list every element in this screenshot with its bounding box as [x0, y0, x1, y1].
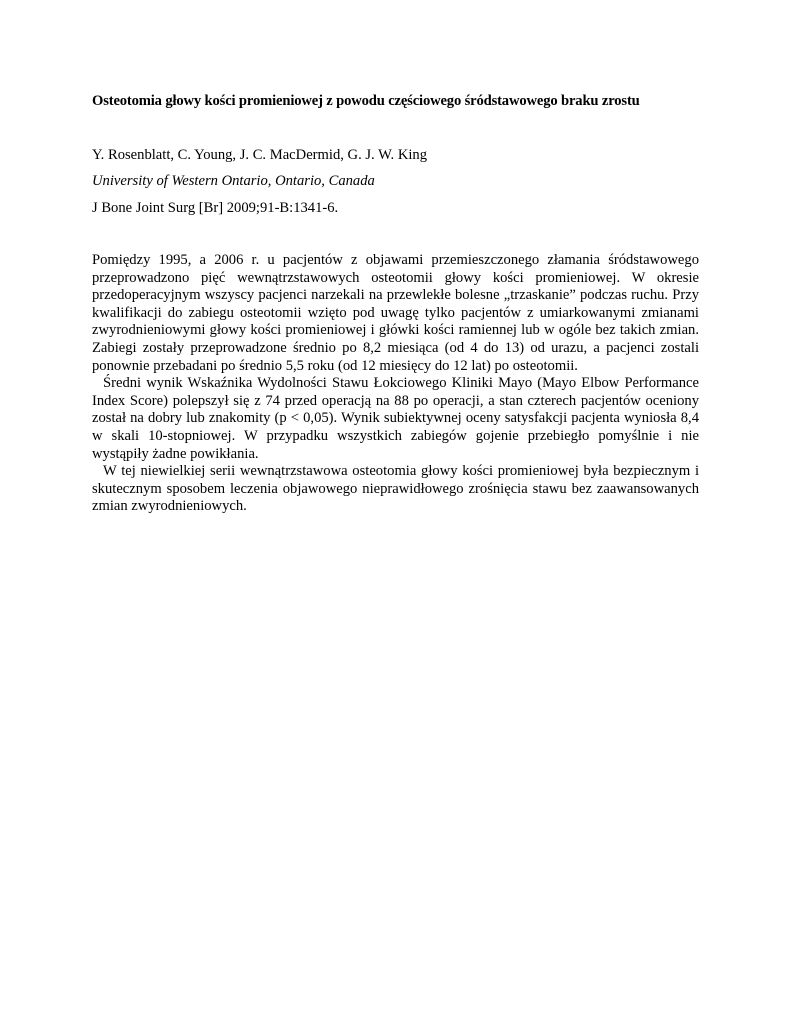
abstract-paragraph-3: W tej niewielkiej serii wewnątrzstawowa osteotomia głowy kości promieniowej była bezpiecznym i skutecznym sposobem leczenia objawowego nieprawidłowego zrośnięcia stawu bez zaawansowanych zmian zwyrodnieniowych.: [92, 463, 699, 515]
authors-line: Y. Rosenblatt, C. Young, J. C. MacDermid, G. J. W. King: [92, 147, 428, 163]
abstract-paragraph-2: Średni wynik Wskaźnika Wydolności Stawu Łokciowego Kliniki Mayo (Mayo Elbow Performance Index Score) polepszył się z 74 przed operacją na 88 po operacji, a stan czterech pacjentów oceniony został na dobry lub znakomity (p < 0,05). Wynik subiektywnej oceny satysfakcji pacjenta wyniosła 8,4 w skali 10-stopniowej. W przypadku wszystkich zabiegów gojenie przebiegło pomyślnie i nie wystąpiły żadne powikłania.: [92, 375, 699, 462]
abstract-body: [92, 252, 699, 516]
abstract-paragraph-1: Pomiędzy 1995, a 2006 r. u pacjentów z objawami przemieszczonego złamania śródstawowego przeprowadzono pięć wewnątrzstawowych osteotomii głowy kości promieniowej. W okresie przedoperacyjnym wszyscy pacjenci narzekali na przewlekłe bolesne „trzaskanie” podczas ruchu. Przy kwalifikacji do zabiegu osteotomii wzięto pod uwagę tylko pacjentów z umiarkowanymi zmianami zwyrodnieniowymi głowy kości promieniowej i główki kości ramiennej lub w ogóle bez takich zmian. Zabiegi zostały przeprowadzone średnio po 8,2 miesiąca (od 4 do 13) od urazu, a pacjenci zostali ponownie przebadani po średnio 5,5 roku (od 12 miesięcy do 12 lat) po osteotomii.: [92, 252, 699, 374]
citation-line: J Bone Joint Surg [Br] 2009;91-B:1341-6.: [92, 200, 339, 216]
paper-title: Osteotomia głowy kości promieniowej z powodu częściowego śródstawowego braku zrostu: [92, 93, 640, 109]
affiliation-line: University of Western Ontario, Ontario, Canada: [92, 173, 375, 189]
